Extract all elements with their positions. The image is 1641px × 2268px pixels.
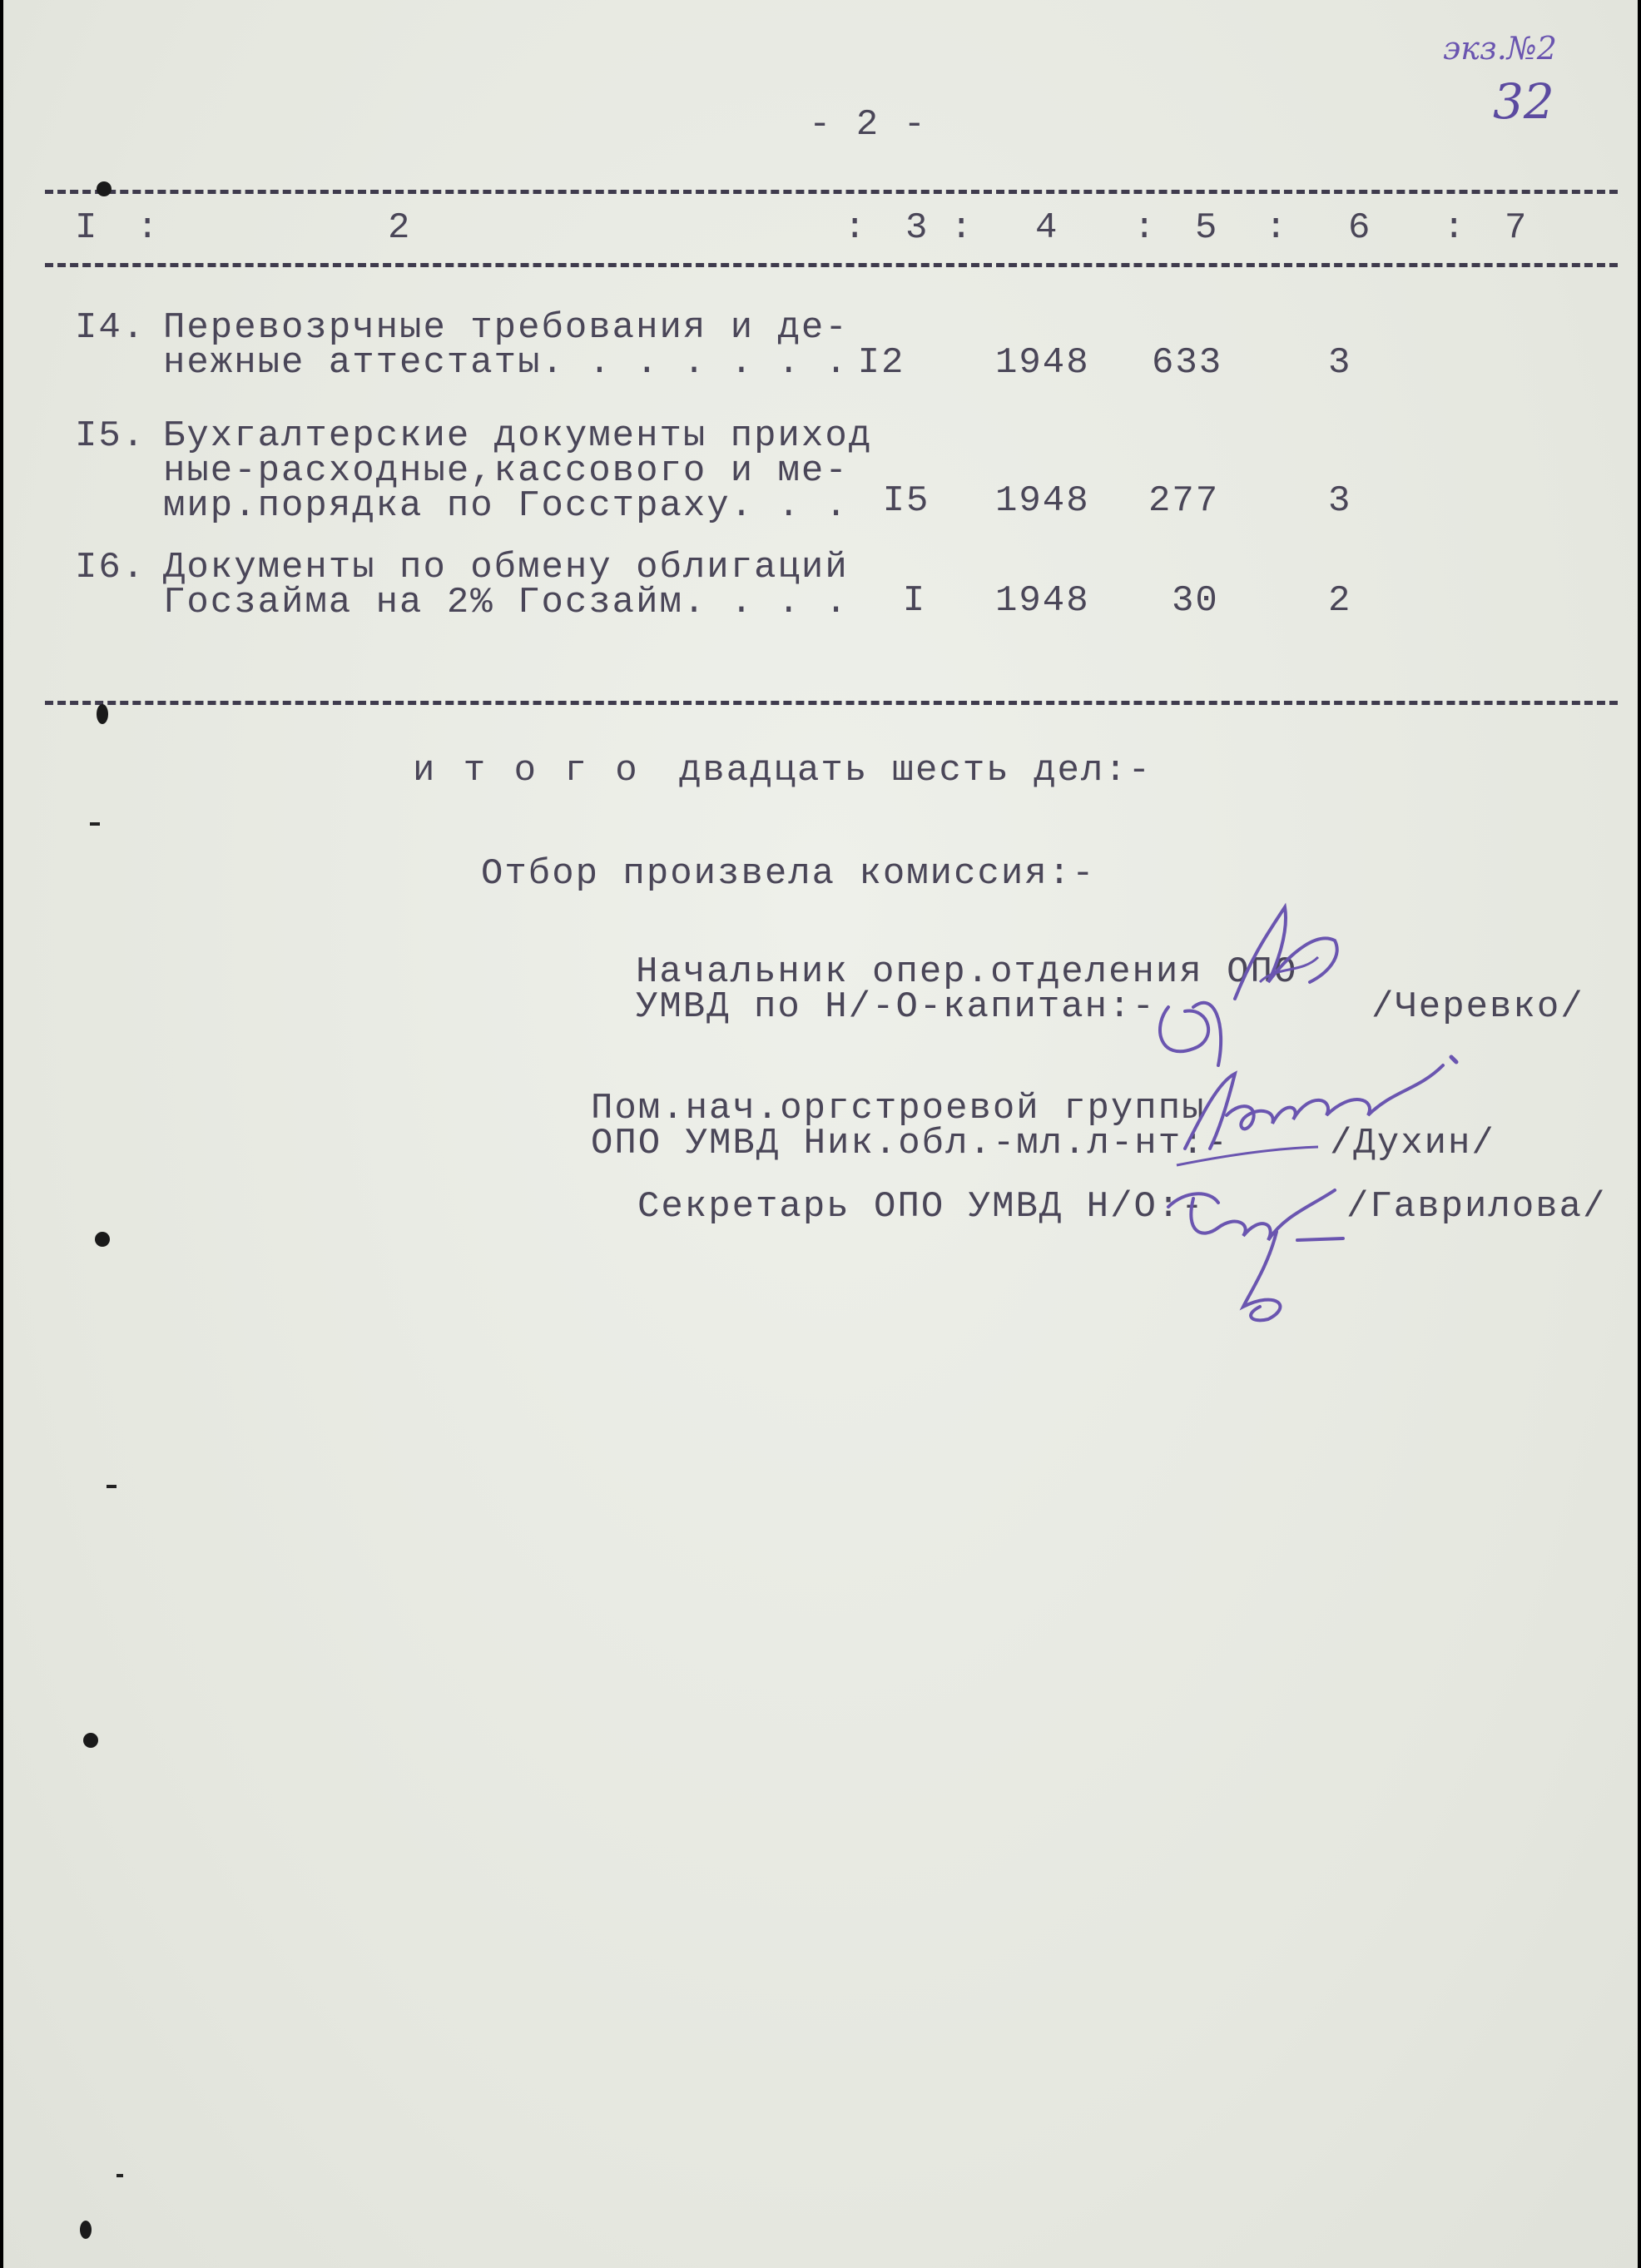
row-col-3: I <box>902 580 927 622</box>
punch-mark <box>90 822 100 826</box>
row-title-line: Бухгалтерские документы приход <box>163 415 873 457</box>
row-col-3: I5 <box>882 480 930 522</box>
row-title-line: нежные аттестаты. . . . . . . <box>163 342 849 384</box>
punch-hole <box>95 1232 110 1247</box>
total-label: и т о г о <box>413 750 641 792</box>
row-title-line: мир.порядка по Госстраху. . . <box>163 485 849 527</box>
header-col-7: 7 <box>1505 207 1529 249</box>
row-col-6: 2 <box>1328 580 1352 622</box>
row-title-line: Перевозрчные требования и де- <box>163 307 849 349</box>
commission-title: Отбор произвела комиссия:- <box>481 853 1096 895</box>
member-position-line: Начальник опер.отделения ОПО <box>636 951 1298 993</box>
header-separator: : <box>844 207 868 249</box>
header-col-6: 6 <box>1348 207 1372 249</box>
sheet-number-annotation: 32 <box>1493 73 1554 130</box>
total-value: двадцать шесть дел:- <box>679 750 1153 792</box>
header-separator: : <box>1265 207 1289 249</box>
row-col-3: I2 <box>857 342 905 384</box>
row-col-6: 3 <box>1328 480 1352 522</box>
row-col-4: 1948 <box>995 342 1090 384</box>
row-number: I6. <box>75 547 146 588</box>
header-col-3: 3 <box>905 207 930 249</box>
signature-dukhin <box>1168 1040 1501 1174</box>
page-number: - 2 - <box>809 104 928 146</box>
row-title-line: Документы по обмену облигаций <box>163 547 849 588</box>
member-name: /Гаврилова/ <box>1346 1186 1607 1228</box>
header-col-1: I <box>75 207 99 249</box>
member-position-line: Секретарь ОПО УМВД Н/О:- <box>637 1186 1205 1228</box>
row-col-4: 1948 <box>995 480 1090 522</box>
member-name: /Духин/ <box>1330 1123 1495 1164</box>
signature-gavrilova <box>1152 1182 1368 1323</box>
header-separator: : <box>1133 207 1158 249</box>
row-number: I5. <box>75 415 146 457</box>
copy-number-annotation: экз.№2 <box>1443 30 1557 67</box>
member-position-line: УМВД по Н/-О-капитан:- <box>636 986 1156 1028</box>
row-col-5: 277 <box>1148 480 1220 522</box>
member-name: /Черевко/ <box>1371 986 1584 1028</box>
header-separator: : <box>950 207 974 249</box>
header-separator: : <box>136 207 161 249</box>
row-title-line: Госзайма на 2% Госзайм. . . . <box>163 582 849 623</box>
row-col-6: 3 <box>1328 342 1352 384</box>
header-separator: : <box>1443 207 1467 249</box>
header-col-2: 2 <box>388 207 412 249</box>
punch-mark <box>117 2174 123 2177</box>
table-header-rule <box>45 263 1618 267</box>
punch-hole <box>83 1733 98 1748</box>
table-bottom-rule <box>45 701 1618 705</box>
row-number: I4. <box>75 307 146 349</box>
member-position-line: Пом.нач.оргстроевой группы <box>591 1088 1206 1129</box>
header-col-5: 5 <box>1195 207 1219 249</box>
row-title-line: ные-расходные,кассового и ме- <box>163 450 849 492</box>
punch-hole <box>97 704 108 724</box>
row-col-5: 30 <box>1172 580 1219 622</box>
punch-mark <box>107 1485 117 1488</box>
header-col-4: 4 <box>1035 207 1059 249</box>
punch-hole <box>97 181 112 196</box>
table-top-rule <box>45 190 1618 194</box>
document-page <box>3 0 1638 2268</box>
punch-hole <box>80 2221 92 2239</box>
row-col-4: 1948 <box>995 580 1090 622</box>
row-col-5: 633 <box>1152 342 1223 384</box>
member-position-line: ОПО УМВД Ник.обл.-мл.л-нт:- <box>591 1123 1229 1164</box>
